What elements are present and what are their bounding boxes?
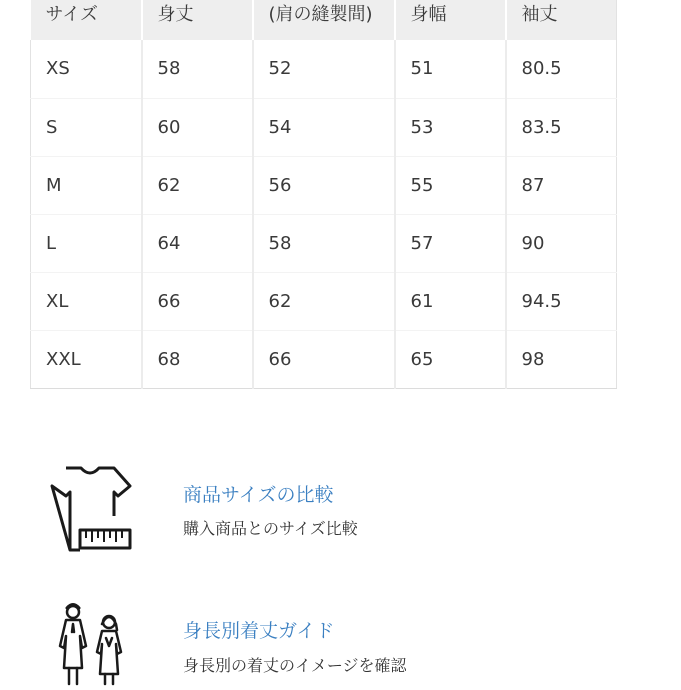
cell-sleeve-length: 90 [506,214,617,272]
cell-sleeve-length: 98 [506,330,617,388]
size-compare-link[interactable]: 商品サイズの比較 [183,484,334,506]
cell-size: M [31,156,142,214]
cell-size: XL [31,272,142,330]
header-shoulder-width: (肩の縫製間) [253,0,395,40]
cell-body-width: 51 [395,40,506,98]
cell-body-width: 61 [395,272,506,330]
cell-shoulder-width: 66 [253,330,395,388]
height-guide-description: 身長別の着丈のイメージを確認 [183,656,407,675]
header-length: 身丈 [142,0,253,40]
people-height-icon[interactable] [46,602,136,690]
height-guide-link[interactable]: 身長別着丈ガイド [183,620,335,642]
cell-body-width: 57 [395,214,506,272]
header-size: サイズ [31,0,142,40]
cell-size: L [31,214,142,272]
cell-length: 62 [142,156,253,214]
cell-body-width: 55 [395,156,506,214]
header-body-width: 身幅 [395,0,506,40]
table-row [31,272,617,330]
cell-length: 58 [142,40,253,98]
cell-body-width: 65 [395,330,506,388]
cell-sleeve-length: 94.5 [506,272,617,330]
cell-sleeve-length: 87 [506,156,617,214]
cell-shoulder-width: 56 [253,156,395,214]
cell-length: 60 [142,98,253,156]
table-row [31,40,617,98]
table-row [31,214,617,272]
cell-body-width: 53 [395,98,506,156]
table-row [31,330,617,388]
table-row [31,156,617,214]
cell-shoulder-width: 52 [253,40,395,98]
cell-size: XS [31,40,142,98]
tshirt-ruler-icon[interactable] [46,464,136,558]
cell-length: 66 [142,272,253,330]
cell-size: XXL [31,330,142,388]
height-guide-section [0,598,681,681]
size-compare-section [0,462,681,562]
table-row [31,98,617,156]
cell-sleeve-length: 83.5 [506,98,617,156]
cell-shoulder-width: 54 [253,98,395,156]
size-table-header-row [31,0,617,40]
header-sleeve-length: 袖丈 [506,0,617,40]
cell-length: 68 [142,330,253,388]
size-compare-description: 購入商品とのサイズ比較 [183,519,358,538]
size-table [30,0,617,389]
cell-shoulder-width: 58 [253,214,395,272]
cell-length: 64 [142,214,253,272]
cell-size: S [31,98,142,156]
cell-sleeve-length: 80.5 [506,40,617,98]
cell-shoulder-width: 62 [253,272,395,330]
